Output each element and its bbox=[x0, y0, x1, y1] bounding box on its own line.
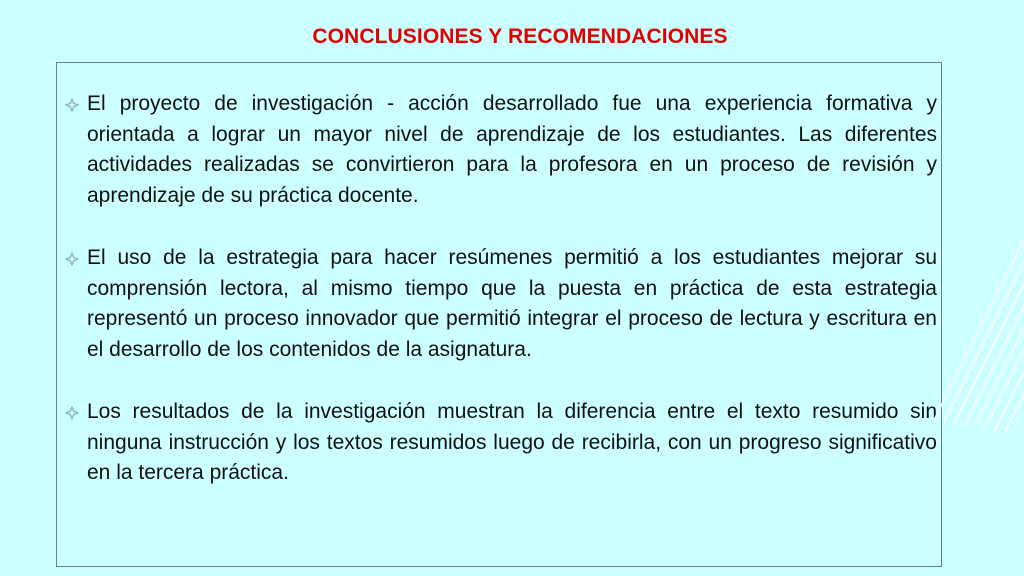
bullet-item bbox=[57, 89, 937, 211]
bullet-item bbox=[57, 243, 937, 365]
diamond-bullet-icon bbox=[65, 98, 79, 112]
diamond-bullet-icon bbox=[65, 406, 79, 420]
bullet-item bbox=[57, 397, 937, 489]
bullet-text: El proyecto de investigación - acción desarrollado fue una experiencia formativa y orientada a lograr un mayor nivel de aprendizaje de los estudiantes. Las diferentes actividades realizadas se convirtieron para la profesora en un proceso de revisión y aprendizaje de su práctica docente. bbox=[87, 92, 937, 207]
bullet-text: Los resultados de la investigación muestran la diferencia entre el texto resumido sin ninguna instrucción y los textos resumidos luego de recibirla, con un progreso significativo en la tercera práctica. bbox=[87, 400, 937, 484]
slide-title: CONCLUSIONES Y RECOMENDACIONES bbox=[312, 25, 728, 48]
bullet-list bbox=[57, 89, 937, 521]
content-box bbox=[56, 62, 942, 567]
diamond-bullet-icon bbox=[65, 252, 79, 266]
diagonal-lines-decoration bbox=[934, 0, 1024, 576]
bullet-text: El uso de la estrategia para hacer resúmenes permitió a los estudiantes mejorar su comprensión lectora, al mismo tiempo que la puesta en práctica de esta estrategia representó un proceso innovador que permitió integrar el proceso de lectura y escritura en el desarrollo de los contenidos de la asignatura. bbox=[87, 246, 937, 361]
